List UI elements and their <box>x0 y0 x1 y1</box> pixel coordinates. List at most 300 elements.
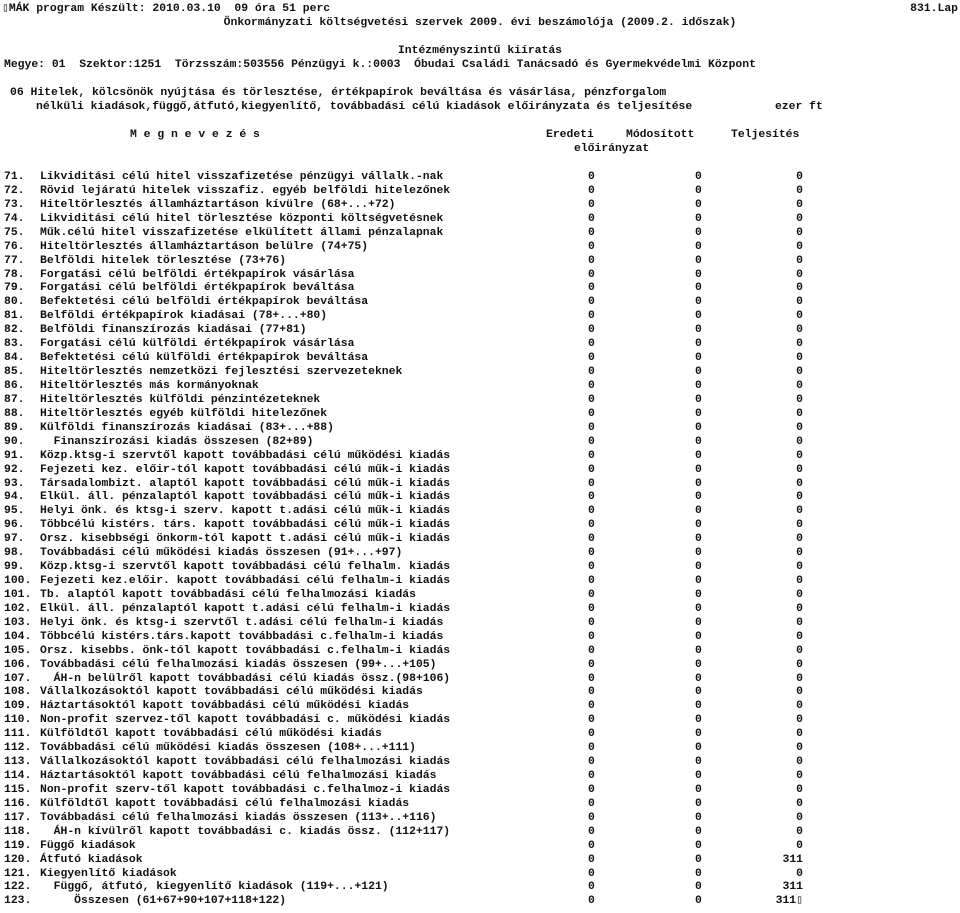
modified-value: 0 <box>695 770 702 782</box>
actual-value: 0 <box>796 505 803 518</box>
row-number: 103. <box>4 616 32 629</box>
table-row <box>0 504 960 518</box>
table-row <box>0 560 960 574</box>
row-number: 81. <box>4 310 25 323</box>
actual-value: 0 <box>796 588 803 601</box>
row-number: 97. <box>4 533 25 546</box>
actual-value: 0 <box>796 324 803 337</box>
actual-value: 0 <box>796 379 803 392</box>
actual-value: 311 <box>782 881 803 894</box>
original-value: 0 <box>588 198 595 211</box>
original-value: 0 <box>588 853 595 866</box>
modified-value: 0 <box>695 282 702 295</box>
row-number: 120. <box>4 853 32 866</box>
original-value: 0 <box>588 352 595 365</box>
row-label: Orsz. kisebbségi önkorm-tól kapott t.adási célú műk-i kiadás <box>40 533 451 546</box>
modified-value: 0 <box>695 226 702 239</box>
row-label: Belföldi finanszírozás kiadásai (77+81) <box>40 324 307 337</box>
modified-value: 0 <box>695 519 702 532</box>
actual-value: 0 <box>796 310 803 323</box>
original-value: 0 <box>588 407 595 420</box>
table-row <box>0 769 960 783</box>
modified-value: 0 <box>695 561 702 573</box>
actual-value: 0 <box>796 212 803 225</box>
row-number: 94. <box>4 491 25 504</box>
row-number: 80. <box>4 296 25 309</box>
modified-value: 0 <box>695 575 702 587</box>
modified-value: 0 <box>695 505 702 518</box>
row-number: 78. <box>4 268 25 281</box>
original-value: 0 <box>588 881 595 894</box>
row-number: 110. <box>4 714 32 727</box>
table-row <box>0 393 960 407</box>
table-row <box>0 811 960 825</box>
row-number: 99. <box>4 561 25 573</box>
original-value: 0 <box>588 839 595 852</box>
row-label: Többcélú kistérs.társ.kapott továbbadási c.felhalm-i kiadás <box>40 630 444 643</box>
original-value: 0 <box>588 672 595 685</box>
modified-value: 0 <box>695 672 702 685</box>
row-number: 93. <box>4 477 25 490</box>
row-label: Vállalkozásoktól kapott továbbadási célú működési kiadás <box>40 686 423 699</box>
table-row <box>0 867 960 881</box>
actual-value: 0 <box>796 421 803 434</box>
table-row <box>0 435 960 449</box>
row-label: Helyi önk. és ktsg-i szervtől t.adási célú felhalm-i kiadás <box>40 616 444 629</box>
modified-value: 0 <box>695 533 702 546</box>
row-label: Non-profit szervez-től kapott továbbadási c. működési kiadás <box>40 714 451 727</box>
actual-value: 0 <box>796 254 803 267</box>
modified-value: 0 <box>695 881 702 894</box>
modified-value: 0 <box>695 338 702 351</box>
original-value: 0 <box>588 338 595 351</box>
row-label: Elkül. áll. pénzalaptól kapott továbbadási célú műk-i kiadás <box>40 491 451 504</box>
row-label: Kiegyenlítő kiadások <box>40 867 177 880</box>
original-value: 0 <box>588 756 595 769</box>
modified-value: 0 <box>695 853 702 866</box>
original-value: 0 <box>588 658 595 671</box>
modified-value: 0 <box>695 435 702 448</box>
modified-value: 0 <box>695 839 702 852</box>
modified-value: 0 <box>695 421 702 434</box>
row-number: 113. <box>4 756 32 769</box>
row-number: 106. <box>4 658 32 671</box>
row-label: Hiteltörlesztés államháztartáson kívülre (68+...+72) <box>40 198 396 211</box>
table-row <box>0 184 960 198</box>
table-row <box>0 212 960 226</box>
actual-value: 0 <box>796 630 803 643</box>
table-row <box>0 588 960 602</box>
table-row <box>0 226 960 240</box>
modified-value: 0 <box>695 588 702 601</box>
institution-line: Megye: 01 Szektor:1251 Törzsszám:503556 Pénzügyi k.:0003 Óbudai Családi Tanácsadó és Gyermekvédelmi Központ <box>4 59 756 71</box>
modified-value: 0 <box>695 783 702 796</box>
modified-value: 0 <box>695 352 702 365</box>
actual-value: 0 <box>796 463 803 476</box>
row-label: Hiteltörlesztés külföldi pénzintézeteknek <box>40 393 321 406</box>
actual-value: 311▯ <box>775 895 803 908</box>
row-label: Vállalkozásoktól kapott továbbadási célú felhalmozási kiadás <box>40 756 451 769</box>
modified-value: 0 <box>695 714 702 727</box>
modified-value: 0 <box>695 686 702 699</box>
table-row <box>0 170 960 184</box>
row-label: Háztartásoktól kapott továbbadási célú felhalmozási kiadás <box>40 770 437 782</box>
actual-value: 0 <box>796 658 803 671</box>
row-number: 105. <box>4 644 32 657</box>
row-label: Külföldtől kapott továbbadási célú működési kiadás <box>40 728 382 741</box>
modified-value: 0 <box>695 644 702 657</box>
row-label: Befektetési célú külföldi értékpapírok beváltása <box>40 352 369 365</box>
row-label: Fejezeti kez. előir-tól kapott továbbadási célú műk-i kiadás <box>40 463 451 476</box>
actual-value: 0 <box>796 867 803 880</box>
table-row <box>0 379 960 393</box>
original-value: 0 <box>588 561 595 573</box>
table-row <box>0 644 960 658</box>
original-value: 0 <box>588 783 595 796</box>
column-header-modified: Módosított <box>626 129 695 141</box>
row-label: Belföldi hitelek törlesztése (73+76) <box>40 254 287 267</box>
original-value: 0 <box>588 728 595 741</box>
row-number: 114. <box>4 770 32 782</box>
actual-value: 0 <box>796 407 803 420</box>
row-number: 115. <box>4 783 32 796</box>
table-row <box>0 839 960 853</box>
row-label: Belföldi értékpapírok kiadásai (78+...+80) <box>40 310 328 323</box>
original-value: 0 <box>588 770 595 782</box>
original-value: 0 <box>588 811 595 824</box>
original-value: 0 <box>588 519 595 532</box>
modified-value: 0 <box>695 393 702 406</box>
row-number: 119. <box>4 839 32 852</box>
row-number: 96. <box>4 519 25 532</box>
original-value: 0 <box>588 393 595 406</box>
table-row <box>0 351 960 365</box>
table-row <box>0 783 960 797</box>
modified-value: 0 <box>695 212 702 225</box>
table-row <box>0 741 960 755</box>
table-row <box>0 240 960 254</box>
actual-value: 0 <box>796 198 803 211</box>
actual-value: 0 <box>796 561 803 573</box>
actual-value: 0 <box>796 268 803 281</box>
row-number: 82. <box>4 324 25 337</box>
actual-value: 0 <box>796 616 803 629</box>
actual-value: 0 <box>796 240 803 253</box>
actual-value: 0 <box>796 825 803 838</box>
row-number: 90. <box>4 435 25 448</box>
actual-value: 0 <box>796 672 803 685</box>
original-value: 0 <box>588 240 595 253</box>
row-label: Közp.ktsg-i szervtől kapott továbbadási célú működési kiadás <box>40 449 451 462</box>
modified-value: 0 <box>695 867 702 880</box>
row-number: 95. <box>4 505 25 518</box>
table-row <box>0 518 960 532</box>
original-value: 0 <box>588 686 595 699</box>
row-label: Hiteltörlesztés államháztartáson belülre (74+75) <box>40 240 369 253</box>
table-row <box>0 337 960 351</box>
row-number: 89. <box>4 421 25 434</box>
table-row <box>0 616 960 630</box>
row-label: Összesen (61+67+90+107+118+122) <box>40 895 287 908</box>
actual-value: 0 <box>796 519 803 532</box>
row-number: 76. <box>4 240 25 253</box>
actual-value: 0 <box>796 393 803 406</box>
column-header-name: M e g n e v e z é s <box>130 129 260 141</box>
original-value: 0 <box>588 714 595 727</box>
row-label: Továbbadási célú működési kiadás összesen (108+...+111) <box>40 742 416 755</box>
table-row <box>0 672 960 686</box>
original-value: 0 <box>588 212 595 225</box>
table-row <box>0 281 960 295</box>
modified-value: 0 <box>695 630 702 643</box>
actual-value: 0 <box>796 435 803 448</box>
table-row <box>0 894 960 908</box>
row-number: 79. <box>4 282 25 295</box>
actual-value: 0 <box>796 602 803 615</box>
original-value: 0 <box>588 602 595 615</box>
original-value: 0 <box>588 254 595 267</box>
row-number: 109. <box>4 700 32 713</box>
actual-value: 0 <box>796 338 803 351</box>
actual-value: 0 <box>796 728 803 741</box>
column-header-actual: Teljesítés <box>731 129 800 141</box>
actual-value: 0 <box>796 575 803 587</box>
table-row <box>0 365 960 379</box>
actual-value: 0 <box>796 533 803 546</box>
original-value: 0 <box>588 867 595 880</box>
table-row <box>0 713 960 727</box>
actual-value: 0 <box>796 686 803 699</box>
row-label: Függő, átfutó, kiegyenlítő kiadások (119+...+121) <box>40 881 389 894</box>
table-row <box>0 658 960 672</box>
table-row <box>0 421 960 435</box>
row-label: Rövid lejáratú hitelek visszafiz. egyéb belföldi hitelezőnek <box>40 184 451 197</box>
actual-value: 0 <box>796 700 803 713</box>
table-row <box>0 198 960 212</box>
modified-value: 0 <box>695 797 702 810</box>
actual-value: 0 <box>796 477 803 490</box>
table-row <box>0 880 960 894</box>
original-value: 0 <box>588 310 595 323</box>
row-number: 104. <box>4 630 32 643</box>
table-row <box>0 407 960 421</box>
actual-value: 0 <box>796 491 803 504</box>
row-number: 84. <box>4 352 25 365</box>
row-label: ÁH-n kívülről kapott továbbadási c. kiadás össz. (112+117) <box>40 825 451 838</box>
actual-value: 0 <box>796 184 803 197</box>
row-label: Többcélú kistérs. társ. kapott továbbadási célú műk-i kiadás <box>40 519 451 532</box>
table-row <box>0 490 960 504</box>
table-row <box>0 630 960 644</box>
row-label: Befektetési célú belföldi értékpapírok beváltása <box>40 296 369 309</box>
row-label: Hiteltörlesztés más kormányoknak <box>40 379 259 392</box>
table-row <box>0 477 960 491</box>
row-label: ÁH-n belülről kapott továbbadási célú kiadás össz.(98+106) <box>40 672 451 685</box>
modified-value: 0 <box>695 811 702 824</box>
row-label: Közp.ktsg-i szervtől kapott továbbadási célú felhalm. kiadás <box>40 561 451 573</box>
table-row <box>0 602 960 616</box>
row-number: 86. <box>4 379 25 392</box>
program-info: ▯MÁK program Készült: 2010.03.10 09 óra 51 perc <box>2 3 331 15</box>
actual-value: 0 <box>796 770 803 782</box>
modified-value: 0 <box>695 366 702 378</box>
actual-value: 0 <box>796 811 803 824</box>
original-value: 0 <box>588 171 595 183</box>
original-value: 0 <box>588 226 595 239</box>
table-row <box>0 853 960 867</box>
table-row <box>0 295 960 309</box>
original-value: 0 <box>588 324 595 337</box>
row-label: Non-profit szerv-től kapott továbbadási c.felhalmoz-i kiadás <box>40 783 451 796</box>
row-label: Hiteltörlesztés nemzetközi fejlesztési szervezeteknek <box>40 366 403 378</box>
original-value: 0 <box>588 463 595 476</box>
row-number: 87. <box>4 393 25 406</box>
actual-value: 0 <box>796 839 803 852</box>
original-value: 0 <box>588 477 595 490</box>
original-value: 0 <box>588 742 595 755</box>
actual-value: 0 <box>796 644 803 657</box>
modified-value: 0 <box>695 449 702 462</box>
table-row <box>0 755 960 769</box>
row-number: 72. <box>4 184 25 197</box>
row-label: Továbbadási célú felhalmozási kiadás összesen (99+...+105) <box>40 658 437 671</box>
original-value: 0 <box>588 268 595 281</box>
row-label: Továbbadási célú felhalmozási kiadás összesen (113+..+116) <box>40 811 437 824</box>
row-label: Likviditási célú hitel törlesztése központi költségvetésnek <box>40 212 444 225</box>
modified-value: 0 <box>695 742 702 755</box>
row-number: 74. <box>4 212 25 225</box>
original-value: 0 <box>588 797 595 810</box>
original-value: 0 <box>588 282 595 295</box>
modified-value: 0 <box>695 324 702 337</box>
modified-value: 0 <box>695 895 702 908</box>
row-label: Külföldtől kapott továbbadási célú felhalmozási kiadás <box>40 797 410 810</box>
modified-value: 0 <box>695 184 702 197</box>
row-label: Függő kiadások <box>40 839 136 852</box>
row-label: Műk.célú hitel visszafizetése elkülített állami pénzalapnak <box>40 226 444 239</box>
original-value: 0 <box>588 184 595 197</box>
modified-value: 0 <box>695 728 702 741</box>
row-number: 122. <box>4 881 32 894</box>
table-row <box>0 727 960 741</box>
actual-value: 0 <box>796 296 803 309</box>
row-label: Társadalombizt. alaptól kapott továbbadási célú műk-i kiadás <box>40 477 451 490</box>
row-number: 111. <box>4 728 32 741</box>
row-number: 107. <box>4 672 32 685</box>
original-value: 0 <box>588 630 595 643</box>
row-number: 83. <box>4 338 25 351</box>
original-value: 0 <box>588 421 595 434</box>
modified-value: 0 <box>695 477 702 490</box>
original-value: 0 <box>588 575 595 587</box>
actual-value: 0 <box>796 226 803 239</box>
original-value: 0 <box>588 825 595 838</box>
modified-value: 0 <box>695 825 702 838</box>
row-number: 92. <box>4 463 25 476</box>
actual-value: 0 <box>796 742 803 755</box>
table-row <box>0 546 960 560</box>
row-label: Elkül. áll. pénzalaptól kapott t.adási célú felhalm-i kiadás <box>40 602 451 615</box>
modified-value: 0 <box>695 310 702 323</box>
original-value: 0 <box>588 616 595 629</box>
table-row <box>0 797 960 811</box>
modified-value: 0 <box>695 491 702 504</box>
row-number: 112. <box>4 742 32 755</box>
row-label: Háztartásoktól kapott továbbadási célú működési kiadás <box>40 700 410 713</box>
original-value: 0 <box>588 491 595 504</box>
table-row <box>0 574 960 588</box>
row-number: 118. <box>4 825 32 838</box>
original-value: 0 <box>588 533 595 546</box>
row-label: Forgatási célú belföldi értékpapírok beváltása <box>40 282 355 295</box>
modified-value: 0 <box>695 616 702 629</box>
table-row <box>0 323 960 337</box>
row-label: Külföldi finanszírozás kiadásai (83+...+88) <box>40 421 334 434</box>
original-value: 0 <box>588 644 595 657</box>
actual-value: 0 <box>796 783 803 796</box>
page-number: 831.Lap <box>910 3 958 15</box>
row-number: 116. <box>4 797 32 810</box>
original-value: 0 <box>588 435 595 448</box>
actual-value: 0 <box>796 171 803 183</box>
modified-value: 0 <box>695 602 702 615</box>
table-row <box>0 463 960 477</box>
row-number: 91. <box>4 449 25 462</box>
row-number: 98. <box>4 547 25 560</box>
table-row <box>0 685 960 699</box>
original-value: 0 <box>588 505 595 518</box>
actual-value: 0 <box>796 282 803 295</box>
section-title-line1: 06 Hitelek, kölcsönök nyújtása és törlesztése, értékpapírok beváltása és vásárlása, pénzforgalom <box>10 87 667 99</box>
column-header-original: Eredeti <box>546 129 594 141</box>
row-number: 121. <box>4 867 32 880</box>
row-label: Helyi önk. és ktsg-i szerv. kapott t.adási célú műk-i kiadás <box>40 505 451 518</box>
modified-value: 0 <box>695 268 702 281</box>
modified-value: 0 <box>695 547 702 560</box>
row-number: 117. <box>4 811 32 824</box>
section-title-line2: nélküli kiadások,függő,átfutó,kiegyenlítő, továbbadási célú kiadások előirányzata és teljesítése <box>36 101 693 113</box>
actual-value: 0 <box>796 352 803 365</box>
original-value: 0 <box>588 547 595 560</box>
table-row <box>0 699 960 713</box>
original-value: 0 <box>588 449 595 462</box>
modified-value: 0 <box>695 240 702 253</box>
row-number: 102. <box>4 602 32 615</box>
modified-value: 0 <box>695 254 702 267</box>
modified-value: 0 <box>695 463 702 476</box>
row-label: Finanszírozási kiadás összesen (82+89) <box>40 435 314 448</box>
actual-value: 0 <box>796 366 803 378</box>
row-label: Fejezeti kez.előir. kapott továbbadási célú felhalm-i kiadás <box>40 575 451 587</box>
row-number: 88. <box>4 407 25 420</box>
unit-label: ezer ft <box>775 101 823 113</box>
table-row <box>0 254 960 268</box>
actual-value: 0 <box>796 449 803 462</box>
modified-value: 0 <box>695 379 702 392</box>
row-number: 101. <box>4 588 32 601</box>
original-value: 0 <box>588 700 595 713</box>
row-label: Likviditási célú hitel visszafizetése pénzügyi vállalk.-nak <box>40 171 444 183</box>
row-number: 73. <box>4 198 25 211</box>
modified-value: 0 <box>695 756 702 769</box>
table-row <box>0 825 960 839</box>
row-number: 85. <box>4 366 25 378</box>
modified-value: 0 <box>695 407 702 420</box>
column-header-original-sub: előirányzat <box>574 143 650 155</box>
row-label: Forgatási célú belföldi értékpapírok vásárlása <box>40 268 355 281</box>
row-label: Forgatási célú külföldi értékpapírok vásárlása <box>40 338 355 351</box>
modified-value: 0 <box>695 700 702 713</box>
